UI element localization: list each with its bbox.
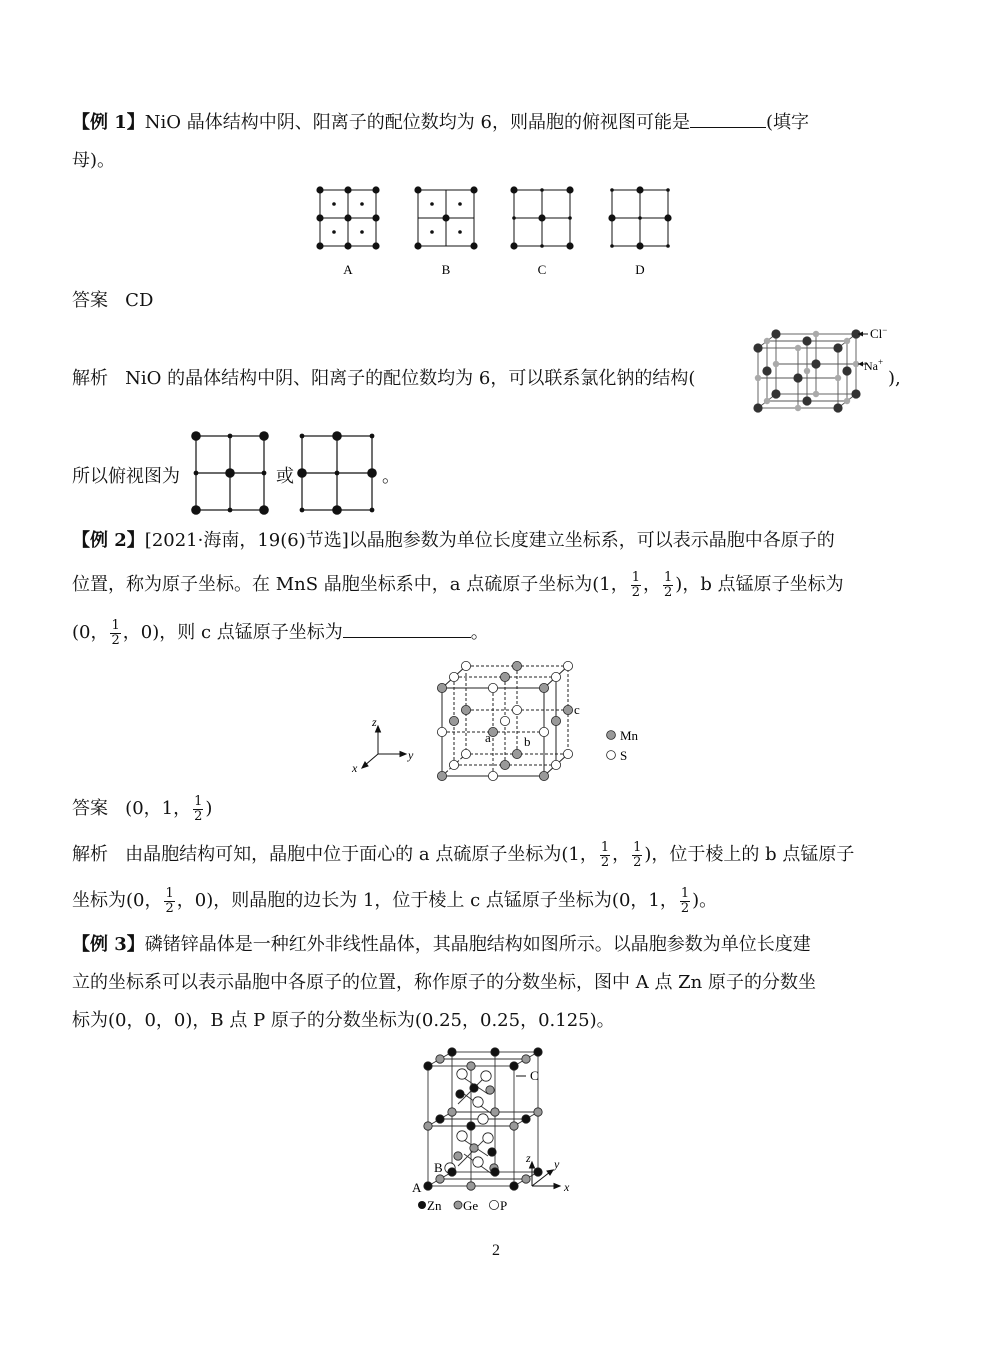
- frac-num: 1: [631, 569, 641, 585]
- page-number: 2: [492, 1242, 500, 1259]
- ex2-answer-blank: [343, 617, 471, 638]
- ex2-an1-b: ，: [612, 844, 631, 865]
- ex1-question-text: NiO 晶体结构中阴、阳离子的配位数均为 6，则晶胞的俯视图可能是: [144, 112, 690, 133]
- ex3-line2-text: 立的坐标系可以表示晶胞中各原子的位置，称作原子的分数坐标，图中 A 点 Zn 原子的分数坐: [72, 972, 816, 993]
- ex2-line3-text-b: ，0)，则 c 点锰原子坐标为: [122, 622, 343, 643]
- ex1-answer-blank: [690, 107, 766, 128]
- legend-p: P: [500, 1198, 508, 1213]
- frac-den: 2: [680, 900, 690, 916]
- ex2-tag: 【例 2】: [72, 530, 145, 551]
- legend-s: S: [620, 748, 628, 763]
- frac-num: 1: [194, 793, 203, 809]
- ex1-analysis-close-text: ),: [888, 368, 901, 389]
- ex1-question-line2: [72, 140, 922, 182]
- ex2-analysis-line2: [72, 880, 922, 922]
- ex1-analysis-text: NiO 的晶体结构中阴、阳离子的配位数均为 6，可以联系氯化钠的结构(: [125, 368, 696, 389]
- ex2-axes: [362, 726, 406, 768]
- ex2-analysis-label: 解析: [72, 844, 108, 865]
- ex3-tag: 【例 3】: [72, 934, 145, 955]
- fraction-half: [600, 841, 610, 870]
- svg-text:Na+: [864, 357, 883, 373]
- zngep2-crystal-figure: [408, 1044, 598, 1216]
- option-a-label: A: [343, 262, 353, 277]
- ex2-point-c: c: [574, 702, 580, 717]
- frac-num: 1: [680, 885, 690, 901]
- option-d-label: D: [635, 262, 645, 277]
- ex3-point-a: A: [412, 1180, 422, 1195]
- frac-den: 2: [631, 584, 641, 600]
- ex3-line3-text: 标为(0，0，0)，B 点 P 原子的分数坐标为(0.25，0.25，0.125)。: [72, 1010, 615, 1031]
- fraction-half: [110, 619, 120, 648]
- ex2-line2: [72, 564, 922, 606]
- ex1-topview-text: 所以俯视图为: [72, 466, 180, 487]
- legend-mn: Mn: [620, 728, 639, 743]
- ex2-line2-text-c: )，b 点锰原子坐标为: [675, 574, 844, 595]
- frac-den: 2: [111, 632, 120, 648]
- ex2-line3-text-a: (0，: [72, 622, 109, 643]
- ex3-line1-text: 磷锗锌晶体是一种红外非线性晶体，其晶胞结构如图所示。以晶胞参数为单位长度建: [144, 934, 811, 955]
- ex1-question-end: 母)。: [72, 150, 116, 171]
- frac-den: 2: [194, 808, 203, 824]
- frac-den: 2: [165, 900, 174, 916]
- ex2-an1-c: )，位于棱上的 b 点锰原子: [644, 844, 855, 865]
- ex1-or-text: 或: [276, 466, 294, 487]
- ex1-tag: 【例 1】: [72, 112, 145, 133]
- mns-crystal-figure: [350, 658, 650, 786]
- ex2-answer-label: 答案: [72, 798, 108, 819]
- nacl-crystal-figure: [748, 326, 898, 414]
- ex2-line2-text-b: ，: [643, 574, 662, 595]
- frac-den: 2: [600, 854, 610, 870]
- ex2-axis-y: y: [408, 748, 414, 762]
- frac-num: 1: [664, 569, 673, 585]
- option-d-grid: [608, 186, 671, 277]
- option-c-grid: [510, 186, 573, 277]
- ex2-an2-c: )。: [692, 890, 718, 911]
- ex1-answer-value: CD: [125, 290, 154, 311]
- option-b-label: B: [441, 262, 451, 277]
- option-a-grid: [316, 186, 379, 277]
- ex1-analysis-label: 解析: [72, 368, 108, 389]
- ex3-line3: [72, 1000, 922, 1042]
- fraction-half: [164, 887, 174, 916]
- ex2-point-a: a: [485, 730, 491, 745]
- ex1-question-suffix: (填字: [765, 112, 809, 133]
- ex2-line2-text-a: 位置，称为原子坐标。在 MnS 晶胞坐标系中，a 点硫原子坐标为(1，: [72, 574, 629, 595]
- fraction-half: [631, 571, 641, 600]
- ex3-point-c: C: [530, 1068, 539, 1083]
- ex3-point-b: B: [434, 1160, 443, 1175]
- ex2-answer-text-a: (0，1，: [125, 798, 192, 819]
- ex3-axis-x: x: [564, 1180, 570, 1194]
- cl-label: Cl: [870, 326, 883, 341]
- ex1-question-line1: [72, 102, 922, 144]
- ex2-an2-b: ，0)，则晶胞的边长为 1，位于棱上 c 点锰原子坐标为(0，1，: [176, 890, 678, 911]
- fraction-half: [193, 795, 203, 824]
- ex2-point-b: b: [524, 734, 531, 749]
- ex3-line1: [72, 924, 922, 966]
- frac-den: 2: [633, 854, 642, 870]
- legend-ge: Ge: [463, 1198, 479, 1213]
- frac-den: 2: [664, 584, 673, 600]
- ex2-analysis-line1: [72, 834, 922, 876]
- frac-num: 1: [633, 839, 642, 855]
- ex3-axis-y: y: [554, 1157, 560, 1171]
- ex2-line1: [72, 520, 922, 562]
- option-c-label: C: [537, 262, 547, 277]
- ex2-an1-a: 由晶胞结构可知，晶胞中位于面心的 a 点硫原子坐标为(1，: [125, 844, 598, 865]
- ex2-answer: [72, 788, 922, 830]
- svg-text:Cl−: [870, 326, 887, 341]
- ex1-answer-label: 答案: [72, 290, 108, 311]
- frac-num: 1: [165, 885, 174, 901]
- ex2-answer-text-b: ): [205, 798, 213, 819]
- fraction-half: [632, 841, 642, 870]
- ex2-line1-text: [2021·海南，19(6)节选]以晶胞参数为单位长度建立坐标系，可以表示晶胞中各原子的: [144, 530, 835, 551]
- fraction-half: [663, 571, 673, 600]
- ex2-axis-x: x: [352, 761, 358, 775]
- ex2-axis-z: z: [372, 715, 377, 729]
- ex3-line2: [72, 962, 922, 1004]
- ex1-answer: [72, 280, 922, 322]
- ex2-line3-text-c: 。: [470, 622, 489, 643]
- ex1-period-text: 。: [382, 466, 400, 487]
- frac-num: 1: [600, 839, 610, 855]
- ex1-options-figure: [310, 182, 690, 280]
- ex2-an2-a: 坐标为(0，: [72, 890, 163, 911]
- ex1-period: [382, 456, 412, 498]
- ex3-axis-z: z: [526, 1151, 531, 1165]
- na-charge: +: [878, 357, 884, 367]
- ex2-line3: [72, 612, 922, 654]
- na-label: Na: [864, 359, 878, 373]
- frac-num: 1: [111, 617, 120, 633]
- legend-zn: Zn: [427, 1198, 442, 1213]
- cl-charge: −: [882, 326, 888, 335]
- option-b-grid: [414, 186, 477, 277]
- topview-grid-2: [294, 430, 384, 516]
- fraction-half: [680, 887, 690, 916]
- topview-grid-1: [188, 430, 274, 516]
